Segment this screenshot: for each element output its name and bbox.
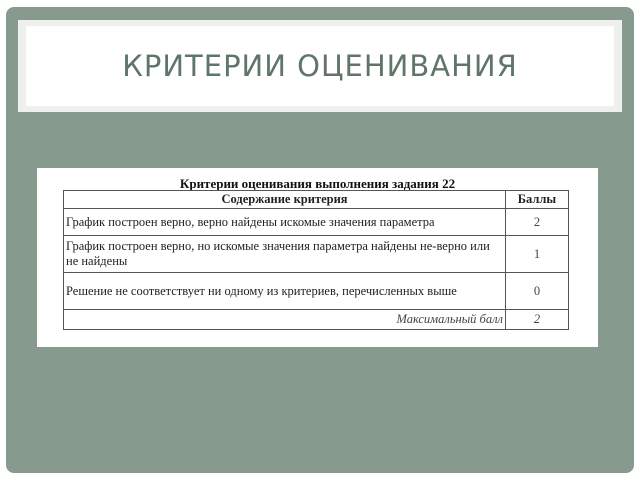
table-caption: Критерии оценивания выполнения задания 22: [179, 176, 456, 191]
max-score-value: 2: [506, 310, 569, 330]
slide-title: КРИТЕРИИ ОЦЕНИВАНИЯ: [122, 49, 518, 83]
criterion-cell: Решение не соответствует ни одному из критериев, перечисленных выше: [64, 273, 506, 310]
score-cell: 1: [506, 236, 569, 273]
criteria-image: [37, 168, 598, 347]
score-cell: 2: [506, 209, 569, 236]
header-score: Баллы: [506, 191, 569, 209]
table-header-row: [64, 191, 569, 209]
criterion-cell: График построен верно, верно найдены искомые значения параметра: [64, 209, 506, 236]
title-box: [26, 26, 614, 106]
criterion-cell: График построен верно, но искомые значения параметра найдены не-верно или не найдены: [64, 236, 506, 273]
table-row: [64, 209, 569, 236]
score-cell: 0: [506, 273, 569, 310]
table-row: [64, 236, 569, 273]
max-score-row: [64, 310, 569, 330]
header-criterion: Содержание критерия: [64, 191, 506, 209]
criteria-table: [63, 190, 569, 330]
table-row: [64, 273, 569, 310]
max-score-label: Максимальный балл: [64, 310, 506, 330]
